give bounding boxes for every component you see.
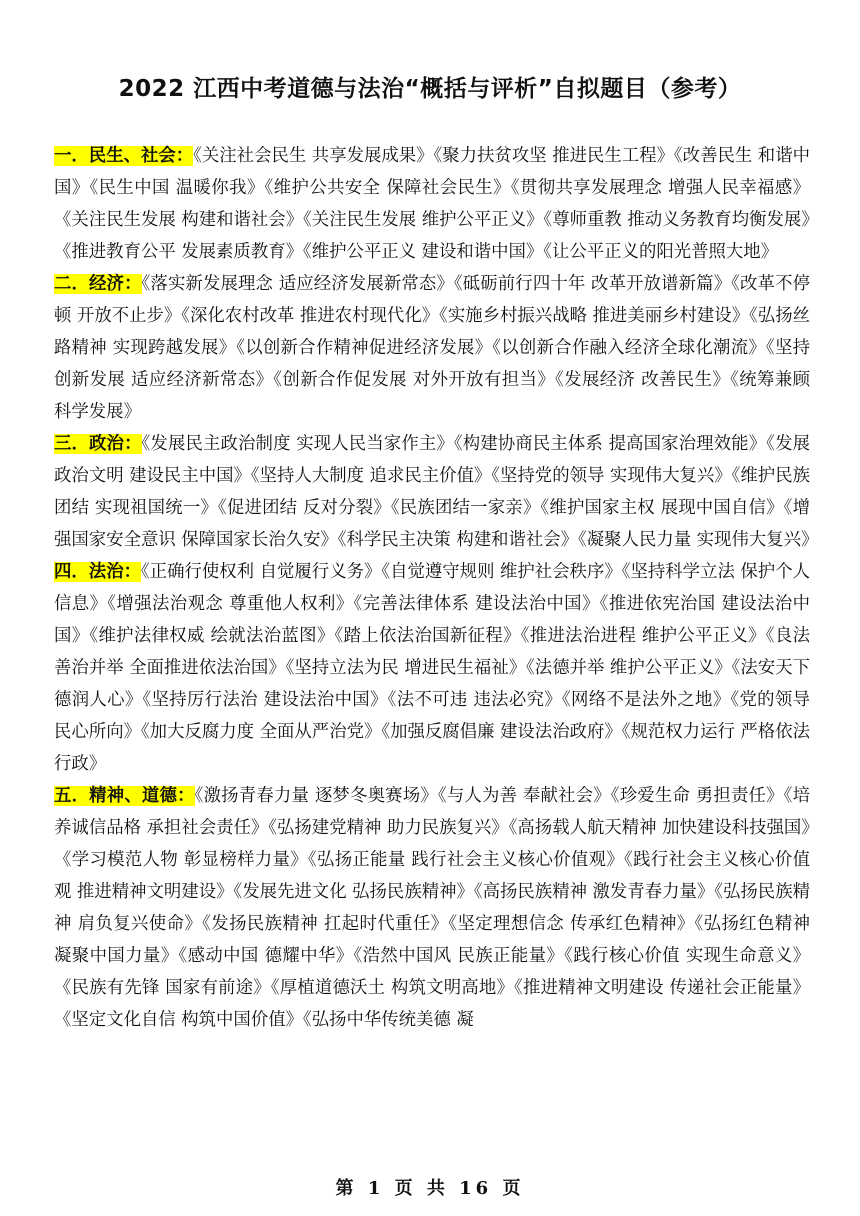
section-text: 《发展民主政治制度 实现人民当家作主》《构建协商民主体系 提高国家治理效能》《发展政治文明 建设民主中国》《坚持人大制度 追求民主价值》《坚持党的领导 实现伟大复兴》《维护民族团结 实现祖国统一》《促进团结 反对分裂》《民族团结一家亲》《维护国家主权 展现中国自信》《增强国家安全意识 保障国家长治久安》《科学民主决策 构建和谐社会》《凝聚人民力量 实现伟大复兴》 [54,434,819,550]
section-heading: 五．精神、道德： [54,786,195,806]
section-economy [54,268,810,428]
section-heading: 二．经济： [54,274,142,294]
section-text: 《落实新发展理念 适应经济发展新常态》《砥砺前行四十年 改革开放谱新篇》《改革不停顿 开放不止步》《深化农村改革 推进农村现代化》《实施乡村振兴战略 推进美丽乡村建设》《弘扬丝路精神 实现跨越发展》《以创新合作精神促进经济发展》《以创新合作融入经济全球化潮流》《坚持创新发展 适应经济新常态》《创新合作促发展 对外开放有担当》《发展经济 改善民生》《统筹兼顾 科学发展》 [54,274,810,422]
section-text: 《正确行使权利 自觉履行义务》《自觉遵守规则 维护社会秩序》《坚持科学立法 保护个人信息》《增强法治观念 尊重他人权利》《完善法律体系 建设法治中国》《推进依宪治国 建设法治中国》《维护法律权威 绘就法治蓝图》《踏上依法治国新征程》《推进法治进程 维护公平正义》《良法善治并举 全面推进依法治国》《坚持立法为民 增进民生福祉》《法德并举 维护公平正义》《法安天下 德润人心》《坚持厉行法治 建设法治中国》《法不可违 违法必究》《网络不是法外之地》《党的领导 民心所向》《加大反腐力度 全面从严治党》《加强反腐倡廉 建设法治政府》《规范权力运行 严格依法行政》 [54,562,810,774]
section-heading: 一．民生、社会： [54,146,194,166]
section-politics [54,428,819,556]
document-title: 2022 江西中考道德与法治“概括与评析”自拟题目（参考） [118,76,742,102]
section-heading: 四．法治： [54,562,141,582]
document-body [54,140,819,1036]
section-spirit-morality [54,780,810,1036]
section-text: 《关注社会民生 共享发展成果》《聚力扶贫攻坚 推进民生工程》《改善民生 和谐中国》《民生中国 温暖你我》《维护公共安全 保障社会民生》《贯彻共享发展理念 增强人民幸福感》《关注民生发展 构建和谐社会》《关注民生发展 维护公平正义》《尊师重教 推动义务教育均衡发展》《推进教育公平 发展素质教育》《维护公平正义 建设和谐中国》《让公平正义的阳光普照大地》 [54,146,810,262]
page-number: 第 1 页 共 16 页 [335,1178,525,1199]
section-livelihood-society [54,140,810,268]
section-heading: 三．政治： [54,434,142,454]
section-text: 《激扬青春力量 逐梦冬奥赛场》《与人为善 奉献社会》《珍爱生命 勇担责任》《培养诚信品格 承担社会责任》《弘扬建党精神 助力民族复兴》《高扬载人航天精神 加快建设科技强国》《学习模范人物 彰显榜样力量》《弘扬正能量 践行社会主义核心价值观》《践行社会主义核心价值观 推进精神文明建设》《发展先进文化 弘扬民族精神》《高扬民族精神 激发青春力量》《弘扬民族精神 肩负复兴使命》《发扬民族精神 扛起时代重任》《坚定理想信念 传承红色精神》《弘扬红色精神 凝聚中国力量》《感动中国 德耀中华》《浩然中国风 民族正能量》《践行核心价值 实现生命意义》《民族有先锋 国家有前途》《厚植道德沃土 构筑文明高地》《推进精神文明建设 传递社会正能量》《坚定文化自信 构筑中国价值》《弘扬中华传统美德 凝 [54,786,810,1030]
section-rule-of-law [54,556,810,780]
